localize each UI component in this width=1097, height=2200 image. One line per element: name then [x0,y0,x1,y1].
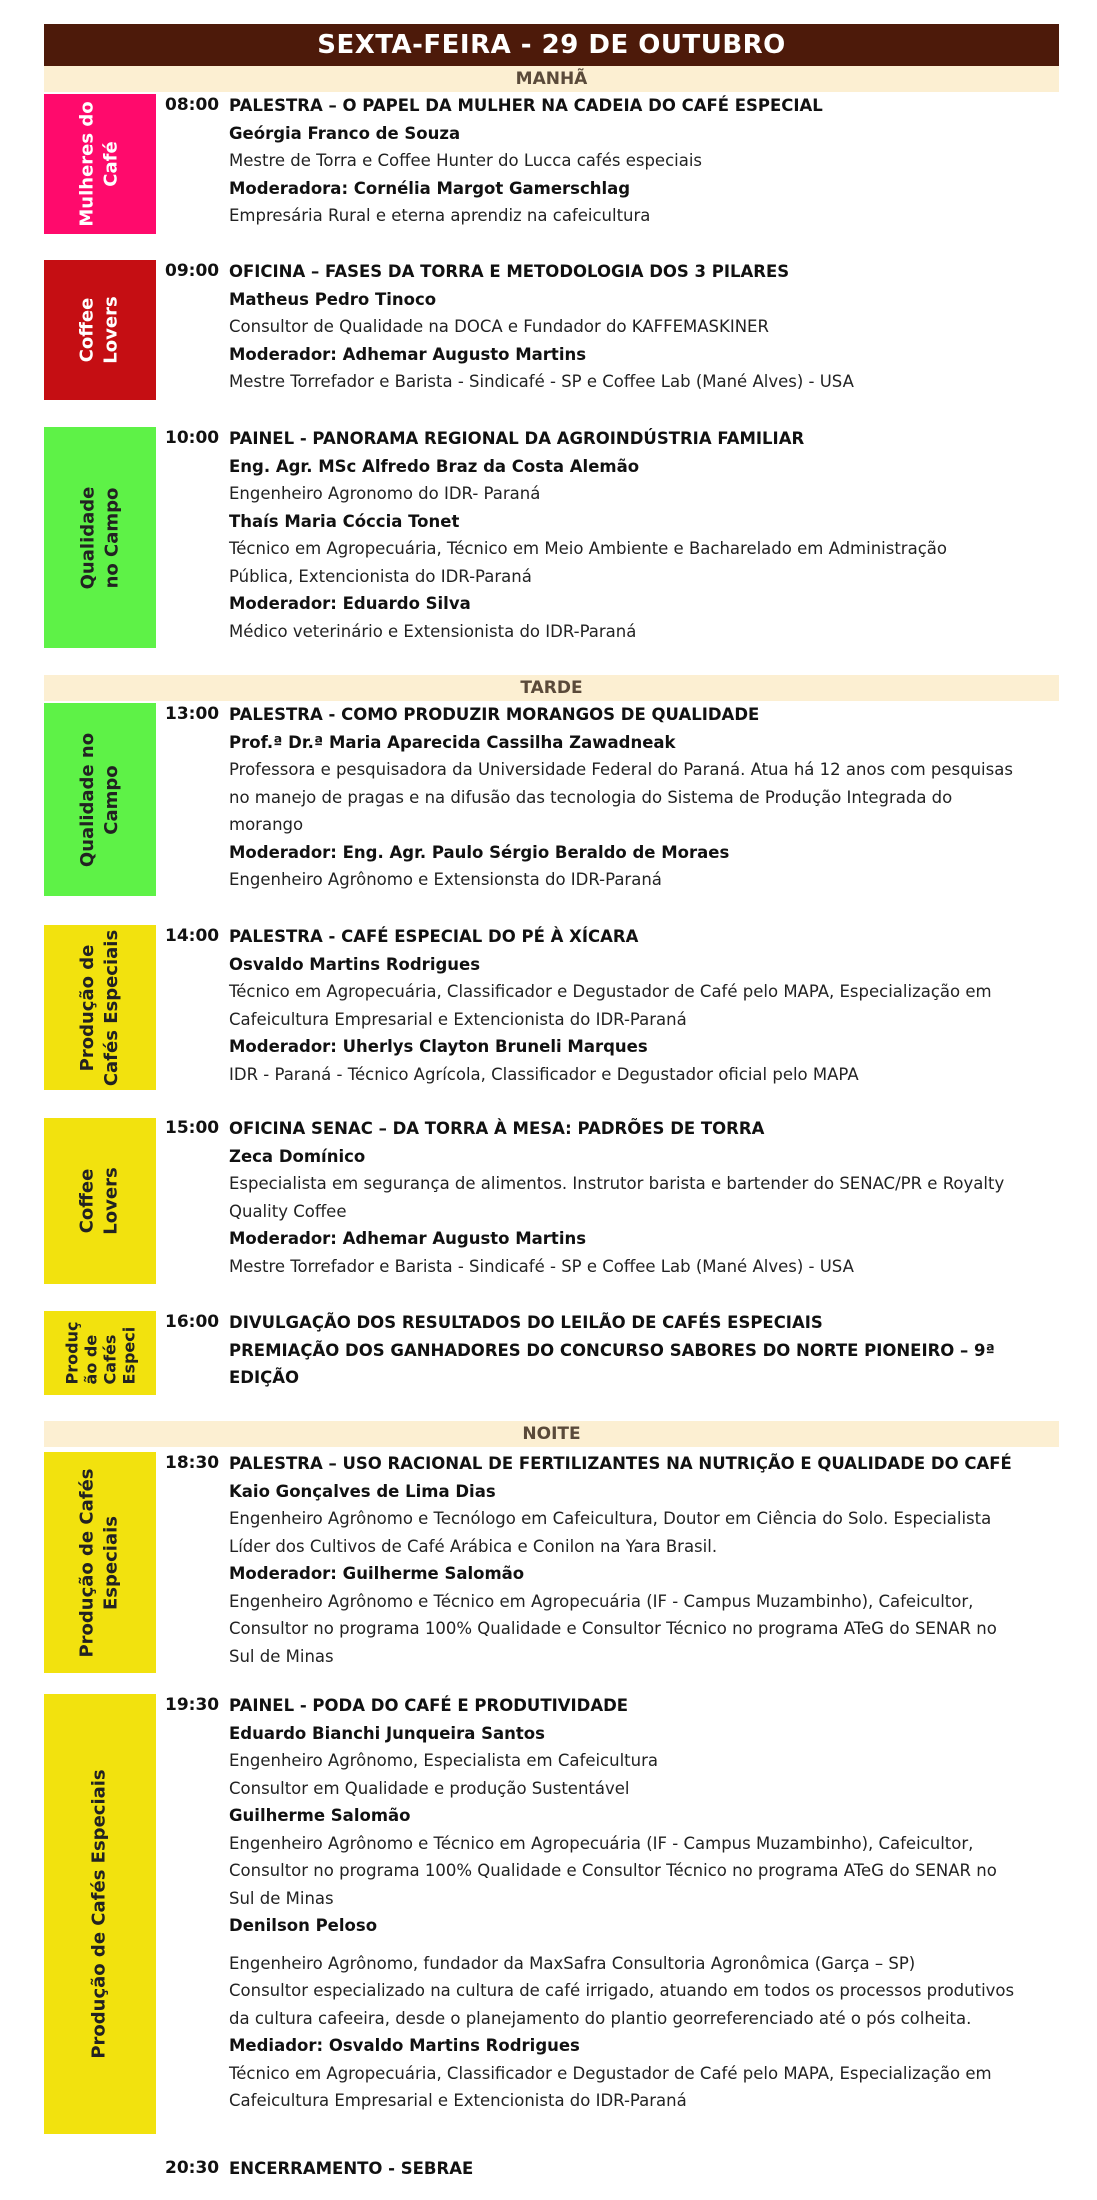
session-title: OFICINA – FASES DA TORRA E METODOLOGIA DOS 3 PILARES [229,262,790,281]
session-description: IDR - Paraná - Técnico Agrícola, Classificador e Degustador oficial pelo MAPA [229,1064,859,1084]
session-description: Sul de Minas [229,1646,334,1666]
session-description: Engenheiro Agronomo do IDR- Paraná [229,484,541,503]
session-description: morango [229,815,304,834]
session-person: Osvaldo Martins Rodrigues [229,954,481,974]
session-content [229,258,1059,396]
session-content [229,1692,1059,2115]
session-description: Especialista em segurança de alimentos. Instrutor barista e bartender do SENAC/PR e Royalty [229,1174,1005,1193]
session-tag [44,1118,156,1284]
period-afternoon: TARDE [44,675,1059,701]
session-person: Geórgia Franco de Souza [229,123,461,143]
session-person: Moderador: Eduardo Silva [229,594,471,613]
session-person: Moderador: Uherlys Clayton Bruneli Marques [229,1037,648,1056]
page-title: SEXTA-FEIRA - 29 DE OUTUBRO [44,24,1059,66]
session-description: Técnico em Agropecuária, Técnico em Meio Ambiente e Bacharelado em Administração [229,539,947,558]
session-content [229,1115,1059,1280]
session-time: 10:00 [165,428,220,448]
session-description: no manejo de pragas e na difusão das tecnologia do Sistema de Produção Integrada do [229,787,953,807]
session-description: Mestre Torrefador e Barista - Sindicafé - SP e Coffee Lab (Mané Alves) - USA [229,372,854,391]
session-description: Líder dos Cultivos de Café Arábica e Conilon na Yara Brasil. [229,1536,718,1556]
session-title-line: EDIÇÃO [229,1368,300,1387]
session-person: Moderador: Guilherme Salomão [229,1564,525,1583]
session-person: Zeca Domínico [229,1146,366,1166]
session-description: Professora e pesquisadora da Universidade Federal do Paraná. Atua há 12 anos com pesquisas [229,760,1013,779]
session-person: Moderador: Adhemar Augusto Martins [229,1229,587,1248]
session-time: 15:00 [165,1118,220,1138]
session-title: OFICINA SENAC – DA TORRA À MESA: PADRÕES DE TORRA [229,1119,765,1138]
period-morning: MANHÃ [44,66,1059,92]
session-content [229,1450,1059,1670]
session-person: Kaio Gonçalves de Lima Dias [229,1481,496,1501]
session-content [229,701,1059,894]
session-description: Engenheiro Agrônomo e Extensionsta do IDR-Paraná [229,870,662,889]
session-title: PAINEL - PANORAMA REGIONAL DA AGROINDÚSTRIA FAMILIAR [229,429,805,448]
session-description: Consultor de Qualidade na DOCA e Fundador do KAFFEMASKINER [229,317,769,336]
session-person: Moderador: Adhemar Augusto Martins [229,344,587,364]
session-tag-label: Coffee Lovers [77,1167,122,1235]
session-person: Eduardo Bianchi Junqueira Santos [229,1723,545,1743]
session-title-line: PREMIAÇÃO DOS GANHADORES DO CONCURSO SABORES DO NORTE PIONEIRO – 9ª [229,1340,995,1360]
session-time: 14:00 [165,926,220,946]
session-tag [44,94,156,234]
session-title: PALESTRA - COMO PRODUZIR MORANGOS DE QUALIDADE [229,705,760,724]
session-tag [44,703,156,896]
session-tag [44,925,156,1090]
session-description: Consultor no programa 100% Qualidade e Consultor Técnico no programa ATeG do SENAR no [229,1861,997,1880]
session-description: Engenheiro Agrônomo e Técnico em Agropecuária (IF - Campus Muzambinho), Cafeicultor, [229,1591,974,1611]
session-description: Engenheiro Agrônomo e Tecnólogo em Cafeicultura, Doutor em Ciência do Solo. Especialista [229,1509,992,1528]
session-description: Cafeicultura Empresarial e Extencionista do IDR-Paraná [229,1009,687,1029]
session-time: 08:00 [165,95,220,115]
session-description: Consultor especializado na cultura de café irrigado, atuando em todos os processos produtivos [229,1981,1015,2000]
session-tag [44,1694,156,2134]
session-tag-label: Mulheres do Café [77,101,122,227]
period-night: NOITE [44,1421,1059,1447]
session-description: da cultura cafeeira, desde o planejamento do plantio georreferenciado até o pós colheita. [229,2008,972,2028]
session-description: Mestre de Torra e Coffee Hunter do Lucca cafés especiais [229,151,703,170]
session-tag [44,1452,156,1673]
session-tag-label: Produção de Cafés Especiais [77,1467,122,1658]
session-person: Eng. Agr. MSc Alfredo Braz da Costa Alemão [229,456,640,476]
session-description: Técnico em Agropecuária, Classificador e Degustador de Café pelo MAPA, Especialização em [229,2063,992,2083]
session-time: 20:30 [165,2158,220,2178]
session-tag-label: Produção de Cafés Especiais [89,1769,111,2059]
session-title: ENCERRAMENTO - SEBRAE [229,2159,474,2178]
session-description: Empresária Rural e eterna aprendiz na cafeicultura [229,206,651,225]
session-person: Prof.ª Dr.ª Maria Aparecida Cassilha Zawadneak [229,732,676,752]
session-tag-label: Qualidade no Campo [77,732,122,867]
session-content [229,2155,1059,2183]
session-person: Guilherme Salomão [229,1806,411,1825]
session-content [229,1309,1059,1392]
session-description: Quality Coffee [229,1201,347,1221]
session-title: PALESTRA – USO RACIONAL DE FERTILIZANTES NA NUTRIÇÃO E QUALIDADE DO CAFÉ [229,1454,1012,1473]
session-person: Matheus Pedro Tinoco [229,289,437,309]
session-person: Thaís Maria Cóccia Tonet [229,511,460,531]
session-content [229,425,1059,645]
session-time: 13:00 [165,704,220,724]
session-description: Pública, Extencionista do IDR-Paraná [229,566,532,586]
session-description: Cafeicultura Empresarial e Extencionista do IDR-Paraná [229,2091,687,2110]
session-description: Engenheiro Agrônomo e Técnico em Agropecuária (IF - Campus Muzambinho), Cafeicultor, [229,1833,974,1853]
session-content [229,92,1059,230]
session-description: Mestre Torrefador e Barista - Sindicafé - SP e Coffee Lab (Mané Alves) - USA [229,1256,854,1276]
session-description: Consultor no programa 100% Qualidade e Consultor Técnico no programa ATeG do SENAR no [229,1619,997,1638]
session-tag-label: Produç ão de Cafés Especi [62,1321,138,1385]
session-person: Mediador: Osvaldo Martins Rodrigues [229,2036,580,2055]
session-tag [44,260,156,400]
session-title: PAINEL - PODA DO CAFÉ E PRODUTIVIDADE [229,1696,629,1715]
session-person: Moderador: Eng. Agr. Paulo Sérgio Beraldo de Moraes [229,842,730,862]
session-content [229,923,1059,1088]
session-tag-label: Coffee Lovers [77,296,122,364]
session-person: Denilson Peloso [229,1916,378,1935]
session-description: Engenheiro Agrônomo, Especialista em Cafeicultura [229,1751,658,1770]
session-tag [44,1311,156,1395]
session-description: Engenheiro Agrônomo, fundador da MaxSafra Consultoria Agronômica (Garça – SP) [229,1953,916,1973]
session-tag [44,427,156,648]
session-time: 16:00 [165,1312,220,1332]
session-title: DIVULGAÇÃO DOS RESULTADOS DO LEILÃO DE CAFÉS ESPECIAIS [229,1313,823,1332]
session-title: PALESTRA - CAFÉ ESPECIAL DO PÉ À XÍCARA [229,927,639,946]
session-description: Consultor em Qualidade e produção Sustentável [229,1778,630,1798]
session-title: PALESTRA – O PAPEL DA MULHER NA CADEIA DO CAFÉ ESPECIAL [229,96,823,115]
session-description: Médico veterinário e Extensionista do IDR-Paraná [229,621,637,641]
session-description: Sul de Minas [229,1888,334,1908]
session-time: 19:30 [165,1695,220,1715]
session-tag-label: Produção de Cafés Especiais [77,929,123,1086]
session-description: Técnico em Agropecuária, Classificador e Degustador de Café pelo MAPA, Especialização em [229,982,992,1001]
session-tag-label: Qualidade no Campo [76,486,122,589]
session-time: 18:30 [165,1453,220,1473]
session-time: 09:00 [165,261,220,281]
session-person: Moderadora: Cornélia Margot Gamerschlag [229,178,631,198]
